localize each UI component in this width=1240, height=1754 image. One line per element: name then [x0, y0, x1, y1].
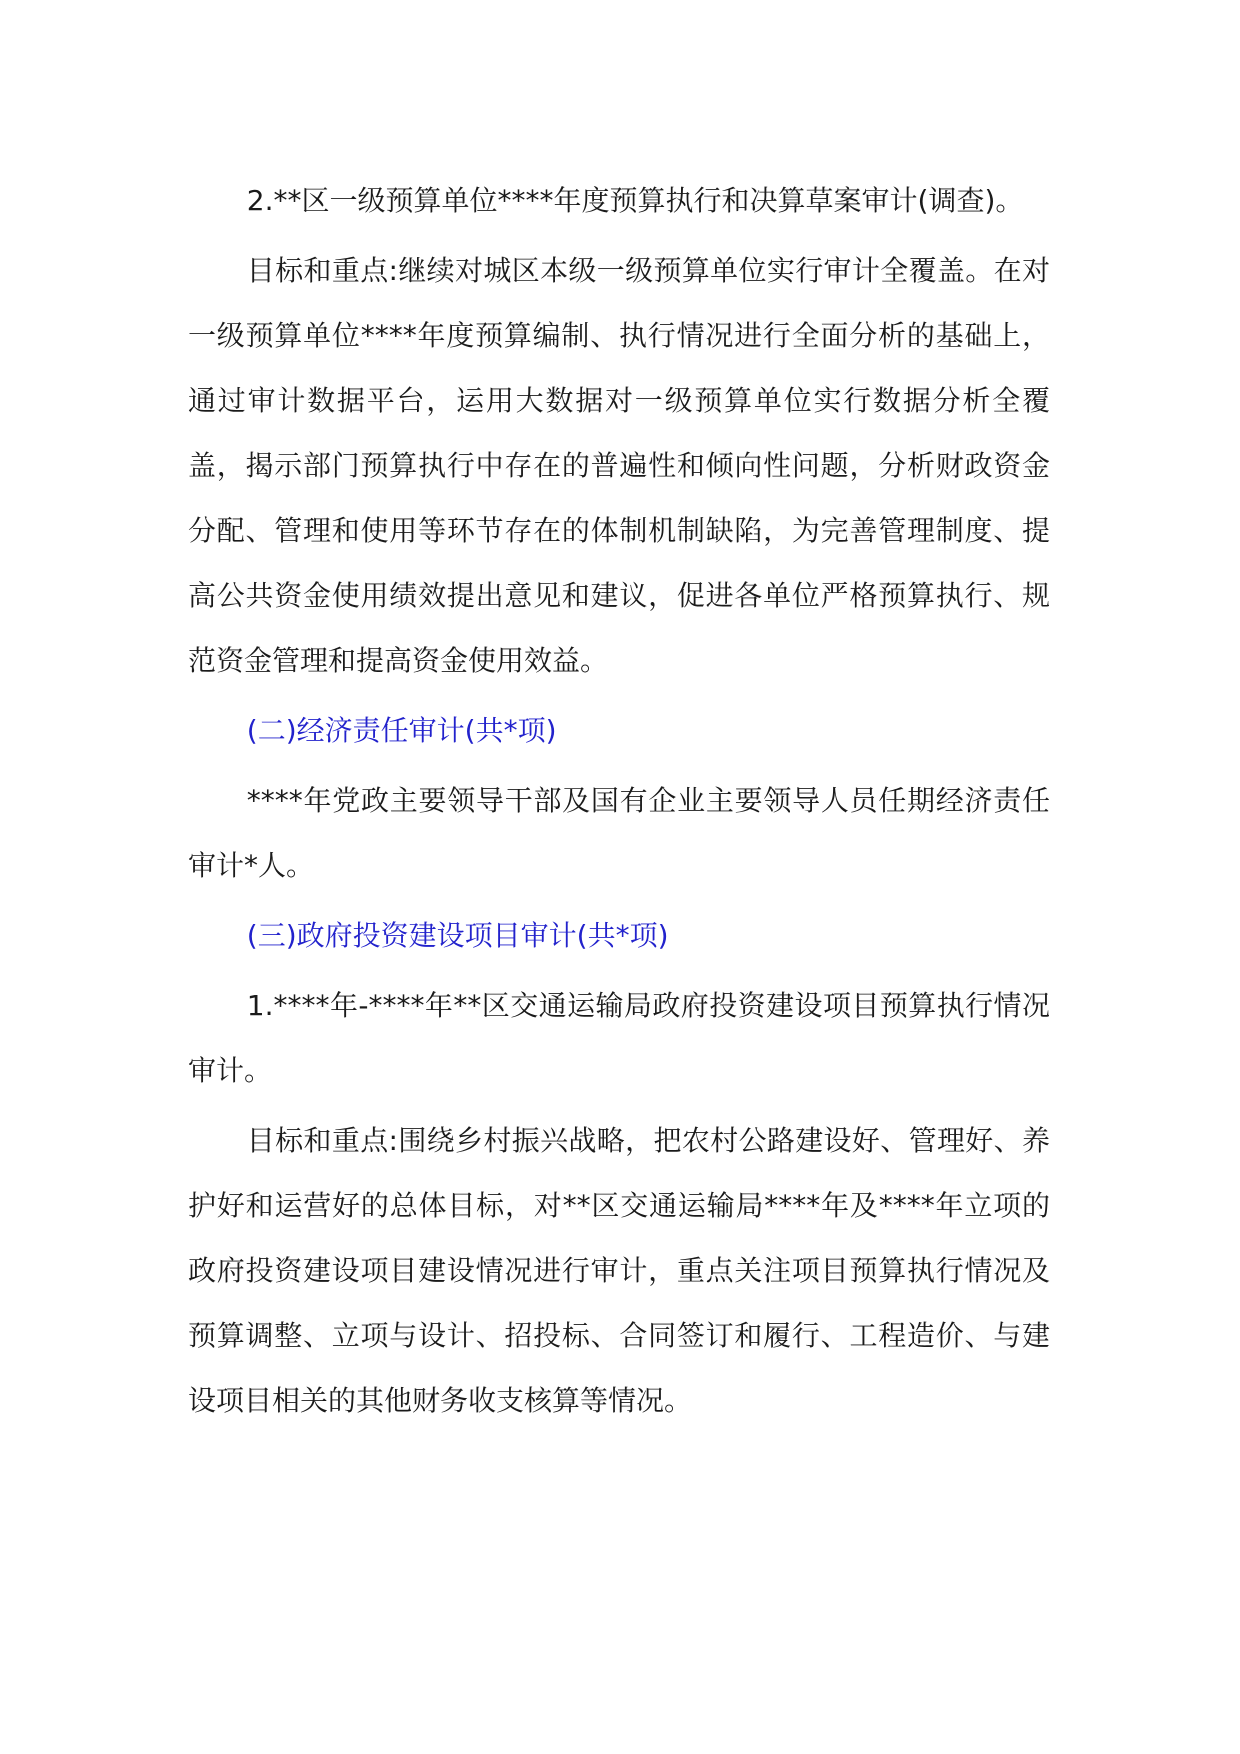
paragraph-item-1-title: 1.****年-****年**区交通运输局政府投资建设项目预算执行情况审计。 [188, 989, 1050, 1087]
paragraph-item-2-goals: 目标和重点:继续对城区本级一级预算单位实行审计全覆盖。在对一级预算单位****年度预算编制、执行情况进行全面分析的基础上，通过审计数据平台，运用大数据对一级预算单位实行数据分析全覆盖，揭示部门预算执行中存在的普遍性和倾向性问题，分析财政资金分配、管理和使用等环节存在的体制机制缺陷，为完善管理制度、提高公共资金使用绩效提出意见和建议，促进各单位严格预算执行、规范资金管理和提高资金使用效益。 [188, 254, 1050, 677]
section-heading-economic-responsibility: (二)经济责任审计(共*项) [246, 714, 557, 747]
document-body [188, 168, 1050, 1438]
section-heading-investment-projects: (三)政府投资建设项目审计(共*项) [246, 919, 669, 952]
paragraph-item-1-goals: 目标和重点:围绕乡村振兴战略，把农村公路建设好、管理好、养护好和运营好的总体目标，对**区交通运输局****年及****年立项的政府投资建设项目建设情况进行审计，重点关注项目预算执行情况及预算调整、立项与设计、招投标、合同签订和履行、工程造价、与建设项目相关的其他财务收支核算等情况。 [188, 1124, 1050, 1417]
paragraph-economic-responsibility: ****年党政主要领导干部及国有企业主要领导人员任期经济责任审计*人。 [188, 784, 1050, 882]
paragraph-item-2-title: 2.**区一级预算单位****年度预算执行和决算草案审计(调查)。 [246, 184, 1024, 217]
